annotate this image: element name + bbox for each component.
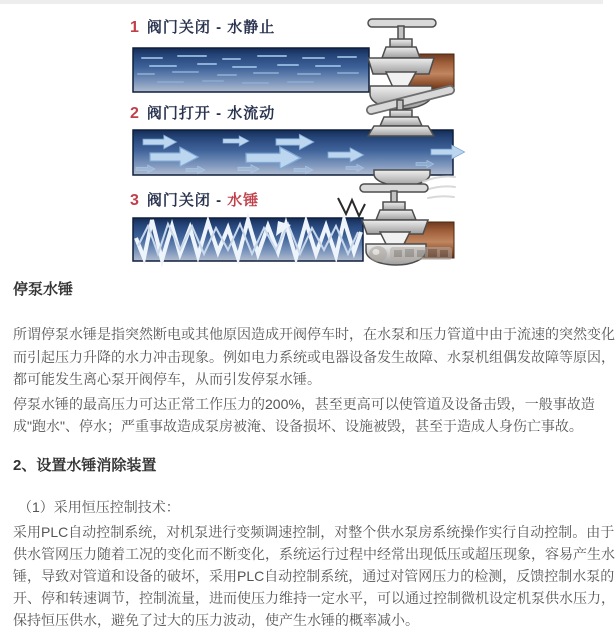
step1-number: 1 bbox=[130, 19, 140, 36]
text-line: 锤，导致对管道和设备的破坏，采用PLC自动控制系统，通过对管网压力的检测，反馈控制水泵的 bbox=[13, 567, 615, 584]
text-line: 停泵水锤的最高压力可达正常工作压力的200%，甚至更高可以使管道及设备击毁，一般事故造 bbox=[13, 395, 595, 412]
text-line: 采用PLC自动控制系统，对机泵进行变频调速控制，对整个供水泵房系统操作实行自动控制。由于 bbox=[13, 523, 615, 540]
step3-number: 3 bbox=[130, 192, 140, 209]
step3-caption: 阀门关闭 - bbox=[146, 192, 228, 209]
figure-step1-label bbox=[130, 16, 275, 37]
text-line: 开、停和转速调节，控制流量，进而使压力维持一定水平，可以通过控制微机设定机泵供水压力， bbox=[13, 589, 615, 606]
step1-caption: 阀门关闭 - 水静止 bbox=[146, 19, 276, 36]
watermark-logo bbox=[369, 246, 452, 262]
text-line: 都可能发生离心泵开阀停车，从而引发停泵水锤。 bbox=[13, 371, 321, 387]
pipe-still bbox=[133, 48, 369, 92]
impact-zigzag-mark bbox=[338, 198, 365, 216]
figure-step2-label bbox=[130, 102, 275, 123]
heading-hammer-elimination-device: 2、设置水锤消除装置 bbox=[13, 456, 157, 474]
figure-step3-label bbox=[130, 189, 259, 210]
valve-pipe-diagram-graphic bbox=[128, 14, 458, 266]
text-line: 保持恒压供水，避免了过大的压力波动，使产生水锤的概率减小。 bbox=[13, 611, 419, 628]
step2-number: 2 bbox=[130, 105, 140, 122]
step2-caption: 阀门打开 - 水流动 bbox=[146, 105, 276, 122]
text-line: 所谓停泵水锤是指突然断电或其他原因造成开阀停车时，在水泵和压力管道中由于流速的突然变化 bbox=[13, 326, 615, 342]
paragraph-definition bbox=[13, 323, 615, 391]
paragraph-consequences bbox=[13, 393, 595, 438]
paragraph-plc-control bbox=[13, 521, 615, 631]
heading-pump-stop-water-hammer: 停泵水锤 bbox=[13, 281, 74, 298]
step3-highlight-water-hammer: 水锤 bbox=[227, 192, 260, 209]
article-body bbox=[0, 272, 615, 631]
text-line: 成"跑水"、停水；严重事故造成泵房被淹、设备损坏、设施被毁，甚至于造成人身伤亡事故。 bbox=[13, 418, 583, 434]
subheading-constant-pressure-control: （1）采用恒压控制技术： bbox=[18, 498, 180, 515]
water-hammer-diagram bbox=[0, 0, 603, 272]
text-line: 而引起压力升降的水力冲击现象。例如电力系统或电器设备发生故障、水泵机组偶发故障等原因， bbox=[13, 348, 615, 365]
text-line: 供水管网压力随着工况的变化而不断变化，系统运行过程中经常出现低压或超压现象，容易产生水 bbox=[13, 545, 615, 562]
